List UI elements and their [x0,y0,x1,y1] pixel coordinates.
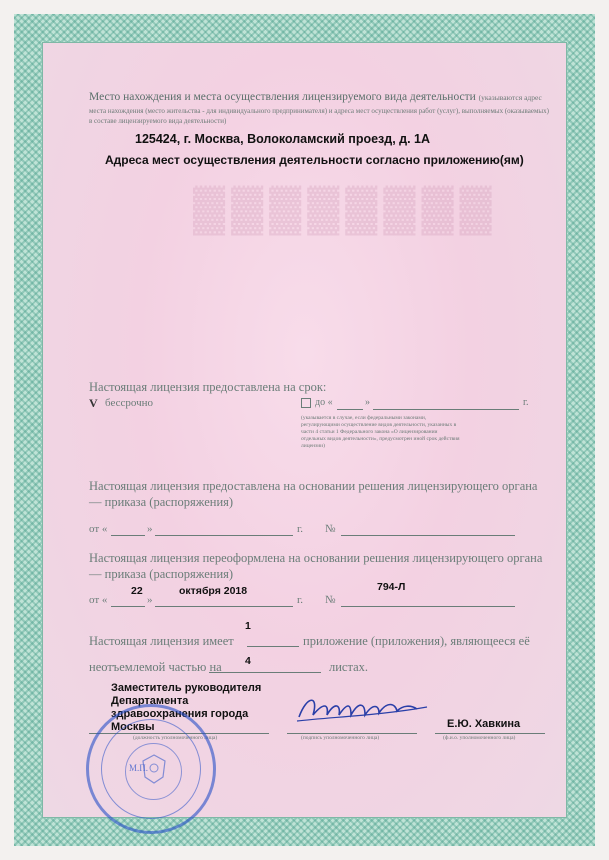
reissued-month-year: октября 2018 [179,585,248,597]
term-indefinite: бессрочно [105,397,154,409]
attachments-sheets: 4 [245,655,251,667]
granted-number-label: № [325,523,336,535]
position-line-2: Департамента [111,695,189,707]
until-mid: » [365,397,370,408]
attachments-text-4: листах. [329,660,369,674]
reissued-line-2: — приказа (распоряжения) [89,567,234,581]
until-checkbox [301,398,311,408]
position-line-1: Заместитель руководителя [111,682,262,694]
granted-month-line [155,535,293,536]
stamp-label: М.П. [129,763,149,773]
signature-caption: (подпись уполномоченного лица) [301,735,380,741]
header-line-1 [89,91,542,103]
granted-day-line [111,535,145,536]
position-caption: (должность уполномоченного лица) [133,735,218,741]
activity-places: Адреса мест осуществления деятельности согласно приложению(ям) [105,153,524,167]
reissued-year-suffix: г. [297,594,304,606]
until-day-line [337,409,363,410]
attachments-text-3: неотъемлемой частью на [89,660,222,674]
term-label: Настоящая лицензия предоставлена на срок: [89,380,327,394]
attachments-text-2: приложение (приложения), являющееся её [303,634,530,648]
reissued-day: 22 [131,585,143,597]
header-line-3: в составе лицензируемого вида деятельности) [89,117,227,125]
license-sheet [14,14,595,846]
reissued-from-prefix: от « [89,594,108,606]
reissued-line-1: Настоящая лицензия переоформлена на основании решения лицензирующего органа [89,551,543,565]
attachments-count-line [247,646,299,647]
attachments-sheets-line [209,672,321,673]
header-line-1-note: (указываются адрес [478,93,542,102]
official-seal [86,704,216,834]
handwritten-signature [293,691,433,727]
reissued-month-line [155,606,293,607]
granted-line-1: Настоящая лицензия предоставлена на основании решения лицензирующего органа [89,479,538,493]
signatory-name: Е.Ю. Хавкина [447,718,521,730]
until-month-line [373,409,519,410]
term-note: (указывается в случае, если федеральными законами, регулирующими осуществление видов деятельности, указанных в части 4 статьи 1 Федерального закона «О лицензировании отдельных видов деятельности», предусмотрен иной срок действия лицензии) [301,415,460,449]
granted-mid: » [147,523,153,535]
license-address: 125424, г. Москва, Волоколамский проезд, д. 1А [135,132,430,146]
reissued-number: 794-Л [377,581,406,593]
reissued-number-line [341,606,515,607]
granted-number-line [341,535,515,536]
check-mark-icon: V [89,396,98,410]
header-line-1-text: Место нахождения и места осуществления лицензируемого вида деятельности [89,91,476,103]
name-caption: (ф.и.о. уполномоченного лица) [443,735,516,741]
watermark-pattern: ▓▓▓▓▓▓▓▓ [193,183,498,232]
header-line-2: места нахождения (место жительства - для индивидуального предпринимателя) и адреса мест осуществления работ (услуг), выполняемых (оказываемых) [89,107,549,115]
license-paper [42,42,567,818]
attachments-text-1: Настоящая лицензия имеет [89,634,234,648]
until-suffix: г. [523,397,529,408]
granted-from-prefix: от « [89,523,108,535]
position-line-3: здравоохранения города [111,708,249,720]
until-prefix: до « [315,397,333,408]
position-line-4: Москвы [111,721,155,733]
coat-of-arms-icon [141,753,167,785]
reissued-day-line [111,606,145,607]
granted-line-2: — приказа (распоряжения) [89,495,234,509]
reissued-number-label: № [325,594,336,606]
attachments-count: 1 [245,620,251,632]
granted-year-suffix: г. [297,523,304,535]
reissued-mid: » [147,594,153,606]
